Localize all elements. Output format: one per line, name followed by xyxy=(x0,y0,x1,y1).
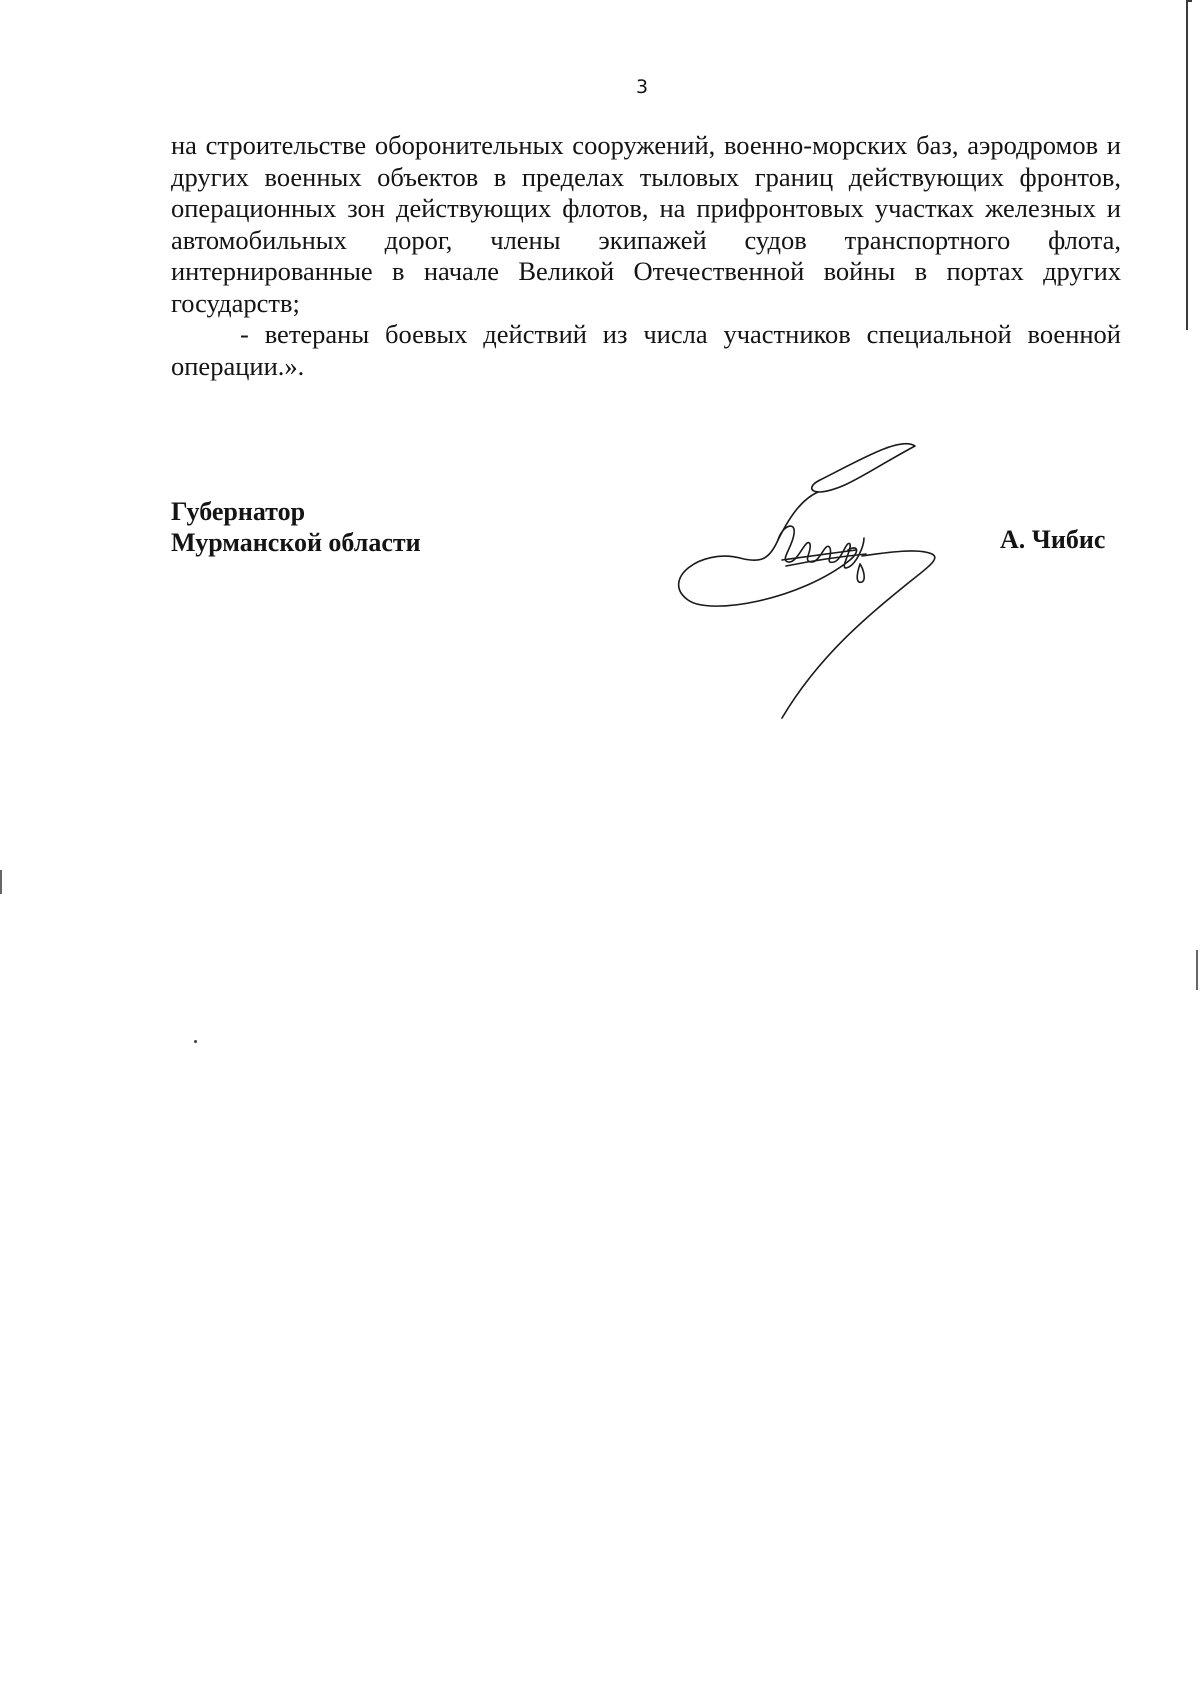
body-paragraph-1: на строительстве оборонительных сооружений, военно-морских баз, аэродромов и других военных объектов в пределах тыловых границ действующих фронтов, операционных зон действующих флотов, на прифронтовых участках железных и автомобильных дорог, члены экипажей судов транспортного флота, интернированные в начале Великой Отечественной войны в портах других государств; xyxy=(171,130,1121,318)
scan-speck xyxy=(194,1040,197,1043)
scan-edge-mark xyxy=(1186,0,1192,2)
signature-stroke-letters xyxy=(778,526,864,568)
document-body xyxy=(171,130,1121,382)
signer-name: А. Чибис xyxy=(1000,525,1106,554)
signature-stroke-drop xyxy=(857,564,864,582)
scan-edge-line xyxy=(1186,0,1188,330)
signature-stroke-top-loop xyxy=(812,444,915,492)
page-number: 3 xyxy=(635,76,649,98)
signatory-title-line-1: Губернатор xyxy=(171,497,306,526)
signatory-title xyxy=(171,496,421,558)
body-paragraph-2: - ветераны боевых действий из числа участников специальной военной операции.». xyxy=(171,319,1121,381)
scan-edge-tick-left xyxy=(0,870,2,894)
scan-edge-tick-right xyxy=(1196,950,1198,990)
signatory-title-line-2: Мурманской области xyxy=(171,528,421,557)
signature-stroke-tail xyxy=(782,551,935,718)
handwritten-signature xyxy=(670,440,990,730)
